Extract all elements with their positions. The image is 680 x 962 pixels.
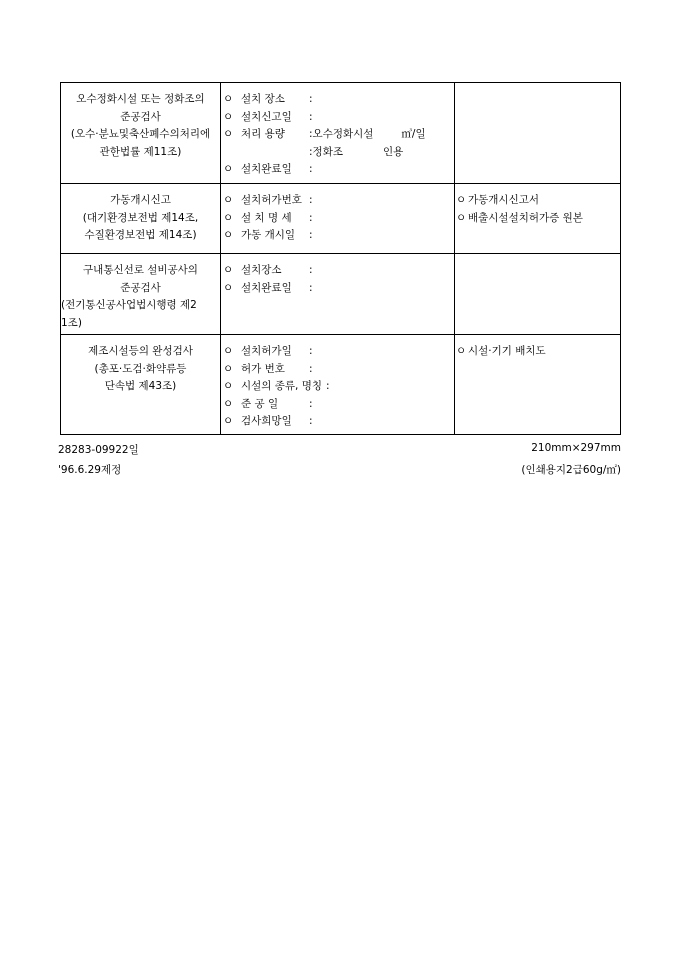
name-line: 단속법 제43조) <box>104 380 177 392</box>
inspection-name-cell <box>61 83 221 184</box>
entry-item: ㅇ 설치완료일 : <box>223 281 313 294</box>
name-line: 1조) <box>61 316 82 329</box>
name-line: 구내통신선로 설비공사의 <box>83 264 198 276</box>
entry-items-cell <box>221 83 455 184</box>
entry-item: ㅇ 시설의 종류, 명칭 : <box>223 380 330 392</box>
entry-item: ㅇ 설치허가번호 : <box>223 194 313 206</box>
entry-item: ㅇ 처리 용량 :오수정화시설 ㎥/일 <box>221 126 454 144</box>
inspection-name-cell <box>61 184 221 254</box>
entry-items-cell <box>221 335 455 435</box>
name-line: (총포·도검·화약류등 <box>94 362 187 375</box>
entry-item: ㅇ 설치신고일 : <box>223 110 313 123</box>
paper-spec: (인쇄용지2급60g/㎡) <box>521 464 621 476</box>
name-line: 관한법률 제11조) <box>99 145 182 158</box>
name-line: (오수·분뇨및축산폐수의처리에 <box>70 128 211 140</box>
name-line: 가동개시신고 <box>110 194 171 206</box>
entry-sub-item: :정화조 인용 <box>309 145 404 158</box>
entry-item: ㅇ 설치완료일 : <box>223 163 313 175</box>
entry-item: ㅇ 준 공 일 : <box>223 397 313 410</box>
inspection-name-cell <box>61 335 221 435</box>
name-line: 수질환경보전법 제14조) <box>84 229 197 241</box>
entry-item: ㅇ 설치허가일 : <box>223 345 313 357</box>
table-row <box>61 83 621 184</box>
table-row <box>61 184 621 254</box>
name-line: (전기통신공사업법시행령 제2 <box>61 299 197 311</box>
paper-size: 210mm×297mm <box>531 442 621 454</box>
entry-item: ㅇ 허가 번호 : <box>223 362 313 375</box>
name-line: 준공검사 <box>120 281 161 294</box>
inspection-table <box>60 82 621 435</box>
entry-item: ㅇ 가동 개시일 : <box>223 229 313 241</box>
unit-label: ㎥/일 <box>401 128 426 140</box>
entry-items-cell <box>221 254 455 335</box>
attached-docs-cell <box>455 254 621 335</box>
attached-docs-cell <box>455 83 621 184</box>
inspection-name-cell <box>61 254 221 335</box>
form-enactment-date: '96.6.29제정 <box>58 464 122 476</box>
name-line: 제조시설등의 완성검사 <box>88 345 193 357</box>
name-line: 준공검사 <box>120 110 161 123</box>
table-row <box>61 335 621 435</box>
entry-item: ㅇ 검사희망일 : <box>223 415 313 427</box>
entry-items-cell <box>221 184 455 254</box>
name-line: 오수정화시설 또는 정화조의 <box>76 93 205 105</box>
entry-item: ㅇ 설치장소 : <box>223 264 313 276</box>
form-code: 28283-09922일 <box>58 444 139 456</box>
attached-docs-cell <box>455 184 621 254</box>
name-line: (대기환경보전법 제14조, <box>82 211 199 224</box>
attached-doc: ㅇ 시설·기기 배치도 <box>456 345 546 357</box>
table-row <box>61 254 621 335</box>
entry-item: ㅇ 설 치 명 세 : <box>223 211 313 224</box>
entry-item: ㅇ 설치 장소 : <box>223 93 313 105</box>
attached-doc: ㅇ 가동개시신고서 <box>456 194 540 206</box>
attached-docs-cell <box>455 335 621 435</box>
attached-doc: ㅇ 배출시설설치허가증 원본 <box>456 211 583 224</box>
